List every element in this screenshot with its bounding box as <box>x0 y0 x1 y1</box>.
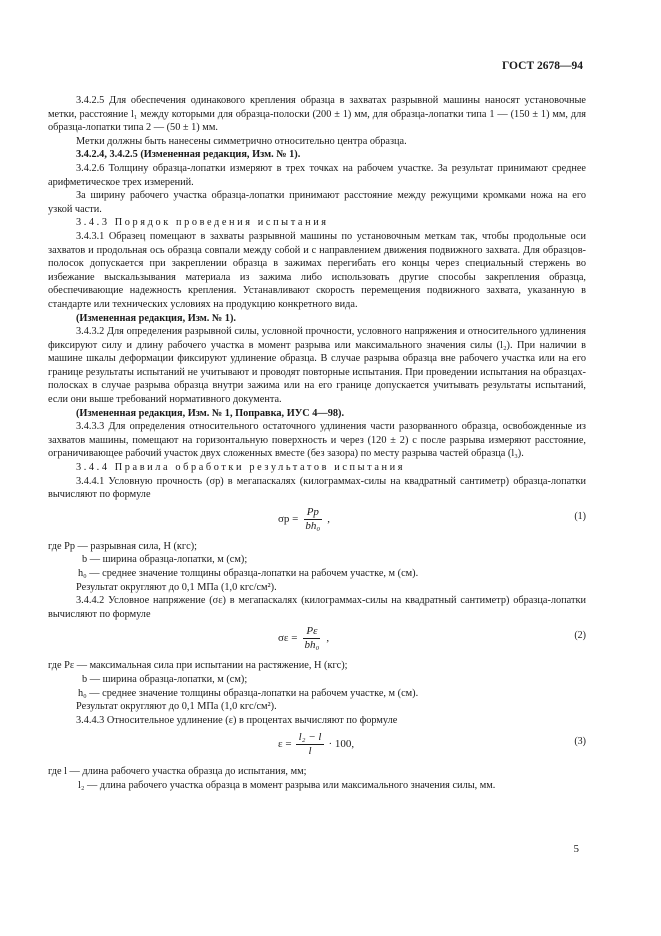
amendment-note: (Измененная редакция, Изм. № 1). <box>76 312 236 324</box>
section-heading: 3.4.4 Правила обработки результатов испытания <box>76 462 406 474</box>
formula-lhs: ε = <box>278 738 292 751</box>
definition: где l — длина рабочего участка образца до испытания, мм; <box>48 766 307 778</box>
paragraph: Результат округляют до 0,1 МПа (1,0 кгс/см²). <box>76 581 277 593</box>
paragraph: 3.4.3.3 Для определения относительного остаточного удлинения части разорванного образца, освобожденные из захватов машины, помещают на горизонтальную поверхность и через (120 ± 2) с после разрыва измеряют расстояние, ограничивающее рабочий участок двух сложенных вместе (без зазора) по месту разрыва частей образца (l₃). <box>48 421 586 460</box>
paragraph: 3.4.2.5 Для обеспечения одинакового крепления образца в захватах разрывной машины наносят установочные метки, расстояние l₁ между которыми для образца-полоски (200 ± 1) мм, для образца-лопатки типа 1 — (150 ± 1) мм, для образца-лопатки типа 2 — (50 ± 1) мм. <box>48 95 586 134</box>
amendment-note: (Измененная редакция, Изм. № 1, Поправка, ИУС 4—98). <box>76 407 345 419</box>
amendment-note: 3.4.2.4, 3.4.2.5 (Измененная редакция, Изм. № 1). <box>76 149 301 161</box>
paragraph: 3.4.2.6 Толщину образца-лопатки измеряют в трех точках на рабочем участке. За результат принимают среднее арифметическое трех измерений. <box>48 162 586 188</box>
formula-denominator: l <box>308 745 312 758</box>
formula-fraction <box>296 731 325 758</box>
definition: h₀ — среднее значение толщины образца-лопатки на рабочем участке, м (см). <box>78 568 419 579</box>
formula-tail: · 100, <box>328 738 355 751</box>
paragraph: Метки должны быть нанесены симметрично относительно центра образца. <box>76 135 407 147</box>
formula-number: (3) <box>574 736 586 748</box>
formula-lhs: σр = <box>278 512 299 525</box>
formula-denominator: bh₀ <box>304 639 320 652</box>
definition: h₀ — среднее значение толщины образца-лопатки на рабочем участке, м (см). <box>78 687 419 699</box>
formula-denominator: bh₀ <box>305 519 321 532</box>
formula-fraction <box>302 506 323 533</box>
formula-number: (1) <box>574 510 586 522</box>
formula-tail: , <box>326 632 330 645</box>
paragraph: 3.4.3.1 Образец помещают в захваты разрывной машины по установочным меткам так, чтобы продольные оси захватов и продольная ось образца совпали между собой и с направлением движения подвижного захвата. Для образцов-полосок допускается при закреплении образца в зажимах перегибать его концы через специальный стержень во избежание выскальзывания материала из зажима либо использовать другие способы закрепления образца, обеспечивающие надежность крепления. Устанавливают скорость перемещения подвижного захвата, указанную в стандарте или технических условиях на продукцию конкретного вида. <box>48 230 586 310</box>
paragraph: 3.4.4.3 Относительное удлинение (ε) в процентах вычисляют по формуле <box>76 714 398 726</box>
formula-3 <box>48 731 586 761</box>
paragraph: За ширину рабочего участка образца-лопатки принимают расстояние между режущими кромками ножа на его узкой части. <box>48 190 586 215</box>
definition: b — ширина образца-лопатки, м (см); <box>82 554 248 566</box>
paragraph: 3.4.3.2 Для определения разрывной силы, условной прочности, условного напряжения и относительного удлинения фиксируют силу и длину рабочего участка в момент разрыва или максимального значения силы (l₂). При наличии в машине шкалы деформации фиксируют удлинение образца. В случае разрыва образца вне рабочего участка или на его границе результаты испытаний не учитывают и проводят повторные испытания. При проведении испытания на образцах-полосках в случае разрыва образца внутри зажима или на его границе допускается учитывать результаты испытаний, если они выше требований нормативного документа. <box>48 326 586 406</box>
definition: где Pр — разрывная сила, Н (кгс); <box>48 540 197 552</box>
formula-numerator: l₂ − l <box>296 731 325 745</box>
definition: b — ширина образца-лопатки, м (см); <box>82 673 248 685</box>
formula-numerator: Pр <box>304 506 322 520</box>
paragraph: 3.4.4.2 Условное напряжение (σε) в мегапаскалях (килограммах-силы на квадратный сантиметр) образца-лопатки вычисляют по формуле <box>48 595 586 620</box>
formula-1 <box>48 506 586 536</box>
page-number: 5 <box>573 843 579 855</box>
formula-2 <box>48 625 586 655</box>
definition: l₂ — длина рабочего участка образца в момент разрыва или максимального значения силы, мм. <box>78 779 496 791</box>
section-heading: 3.4.3 Порядок проведения испытания <box>76 217 329 229</box>
formula-number: (2) <box>574 630 586 642</box>
formula-lhs: σε = <box>278 632 298 645</box>
paragraph: Результат округляют до 0,1 МПа (1,0 кгс/см²). <box>76 701 277 713</box>
page-header: ГОСТ 2678—94 <box>502 60 583 72</box>
definition: где Pε — максимальная сила при испытании на растяжение, Н (кгс); <box>48 660 348 672</box>
paragraph: 3.4.4.1 Условную прочность (σр) в мегапаскалях (килограммах-силы на квадратный сантиметр) образца-лопатки вычисляют по формуле <box>48 475 586 501</box>
formula-tail: , <box>327 512 330 525</box>
formula-fraction <box>302 625 323 652</box>
formula-numerator: Pε <box>303 625 320 639</box>
document-body <box>48 94 586 793</box>
